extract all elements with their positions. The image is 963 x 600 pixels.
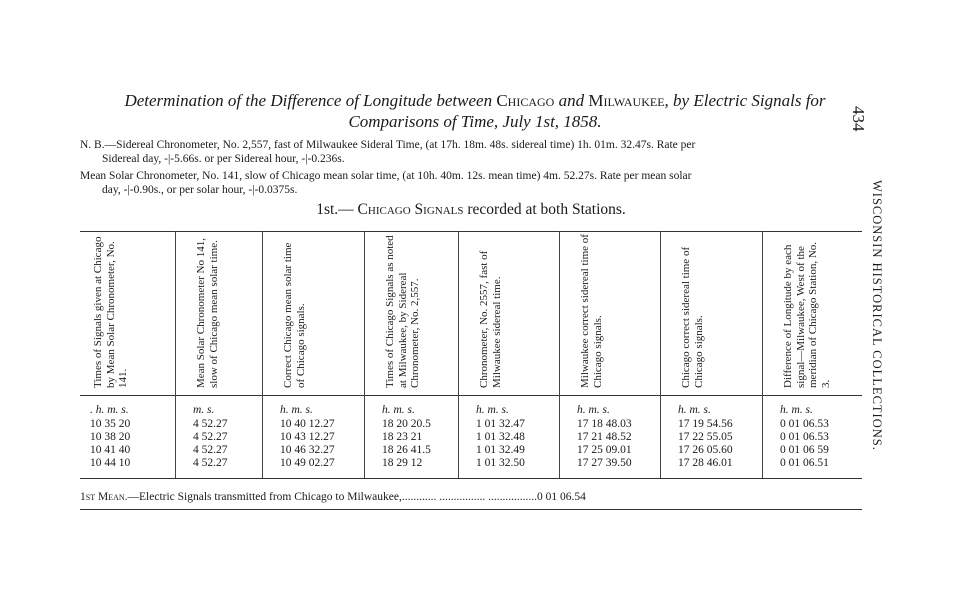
section-heading: [80, 201, 862, 219]
table-cell: 18 20 20.5: [382, 418, 431, 430]
page-title: [80, 90, 870, 132]
table-cell: 17 18 48.03: [577, 418, 632, 430]
mean-rule: [80, 509, 862, 510]
table-cell: 4 52.27: [193, 431, 228, 443]
column-unit: h. m. s.: [382, 404, 415, 416]
title-city-milwaukee: Milwaukee: [588, 91, 665, 110]
table-cell: 17 27 39.50: [577, 457, 632, 469]
column-unit: m. s.: [193, 404, 215, 416]
title-text: and: [554, 91, 589, 110]
table-cell: 1 01 32.50: [476, 457, 525, 469]
mean-label: 1st Mean.: [80, 491, 128, 503]
section-prefix: 1st.—: [316, 201, 358, 218]
column-unit: h. m. s.: [280, 404, 313, 416]
column-divider: [262, 231, 263, 478]
mean-line: [80, 491, 860, 503]
mean-leader: ............ ................ .................: [401, 491, 537, 503]
table-bottom-rule: [80, 478, 862, 479]
title-text: , by Electric Signals for: [664, 91, 826, 110]
table-cell: 1 01 32.48: [476, 431, 525, 443]
table-cell: 10 46 32.27: [280, 444, 335, 456]
mean-value: 0 01 06.54: [536, 491, 586, 503]
note-sidereal-line2: Sidereal day, -|-5.66s. or per Sidereal hour, -|-0.236s.: [102, 152, 345, 165]
table-cell: 10 44 10: [90, 457, 131, 469]
table-cell: 10 43 12.27: [280, 431, 335, 443]
table-cell: 18 29 12: [382, 457, 423, 469]
note-mean-line1: Mean Solar Chronometer, No. 141, slow of Chicago mean solar time, (at 10h. 40m. 12s. mean time) 4m. 52.27s. Rate per mean solar: [80, 170, 692, 182]
table-cell: 4 52.27: [193, 444, 228, 456]
section-name: Chicago Signals: [357, 201, 464, 218]
note-mean-line2: day, -|-0.90s., or per solar hour, -|-0.0375s.: [102, 183, 298, 196]
section-suffix: recorded at both Stations.: [463, 201, 626, 218]
table-cell: 4 52.27: [193, 418, 228, 430]
column-divider: [364, 231, 365, 478]
note-sidereal-line1: N. B.—Sidereal Chronometer, No. 2,557, fast of Milwaukee Sideral Time, (at 17h. 18m. 48s. sidereal time) 1h. 01m. 32.47s. Rate per: [80, 139, 696, 151]
table-cell: 4 52.27: [193, 457, 228, 469]
table-header-rule: [80, 395, 862, 396]
table-cell: 10 35 20: [90, 418, 131, 430]
column-header: Chronometer, No. 2557, fast of Milwaukee sidereal time.: [478, 250, 503, 388]
table-cell: 0 01 06.53: [780, 431, 829, 443]
running-head: WISCONSIN HISTORICAL COLLECTIONS.: [870, 180, 884, 451]
table-cell: 10 40 12.27: [280, 418, 335, 430]
column-divider: [175, 231, 176, 478]
table-cell: 17 25 09.01: [577, 444, 632, 456]
column-unit: h. m. s.: [476, 404, 509, 416]
column-header: Mean Solar Chronometer No 141, slow of Chicago mean solar time.: [195, 238, 220, 388]
column-divider: [762, 231, 763, 478]
table-cell: 1 01 32.47: [476, 418, 525, 430]
table-cell: 10 49 02.27: [280, 457, 335, 469]
table-cell: 0 01 06 59: [780, 444, 829, 456]
column-divider: [559, 231, 560, 478]
mean-text: —Electric Signals transmitted from Chicago to Milwaukee,: [127, 491, 402, 503]
table-cell: 17 21 48.52: [577, 431, 632, 443]
table-cell: 17 22 55.05: [678, 431, 733, 443]
table-cell: 18 23 21: [382, 431, 423, 443]
column-header: Correct Chicago mean solar time of Chicago signals.: [282, 242, 307, 388]
page-number: 434: [849, 106, 868, 132]
column-unit: h. m. s.: [577, 404, 610, 416]
title-city-chicago: Chicago: [496, 91, 555, 110]
title-subline: Comparisons of Time, July 1st, 1858.: [348, 112, 602, 131]
table-cell: 17 28 46.01: [678, 457, 733, 469]
column-divider: [458, 231, 459, 478]
column-header: Times of Signals given at Chicago by Mean Solar Chronometer, No. 141.: [92, 236, 129, 388]
note-mean-solar: [80, 170, 862, 197]
table-cell: 1 01 32.49: [476, 444, 525, 456]
table-top-rule: [80, 231, 862, 232]
column-unit: h. m. s.: [678, 404, 711, 416]
table-cell: 17 26 05.60: [678, 444, 733, 456]
table-cell: 0 01 06.53: [780, 418, 829, 430]
title-text: Determination of the Difference of Longitude between: [124, 91, 497, 110]
column-unit: h. m. s.: [780, 404, 813, 416]
column-header: Difference of Longitude by each signal—Milwaukee, West of the meridian of Chicago Station, No. 3.: [782, 241, 832, 388]
table-cell: 0 01 06.51: [780, 457, 829, 469]
column-header: Milwaukee correct sidereal time of Chicago signals.: [579, 234, 604, 388]
table-cell: 18 26 41.5: [382, 444, 431, 456]
table-cell: 10 38 20: [90, 431, 131, 443]
note-sidereal: [80, 139, 862, 166]
table-cell: 10 41 40: [90, 444, 131, 456]
column-divider: [660, 231, 661, 478]
column-header: Chicago correct sidereal time of Chicago signals.: [680, 246, 705, 388]
column-header: Times of Chicago Signals as noted at Milwaukee, by Sidereal Chronometer, No. 2,557.: [384, 235, 421, 388]
column-unit: . h. m. s.: [90, 404, 129, 416]
table-cell: 17 19 54.56: [678, 418, 733, 430]
